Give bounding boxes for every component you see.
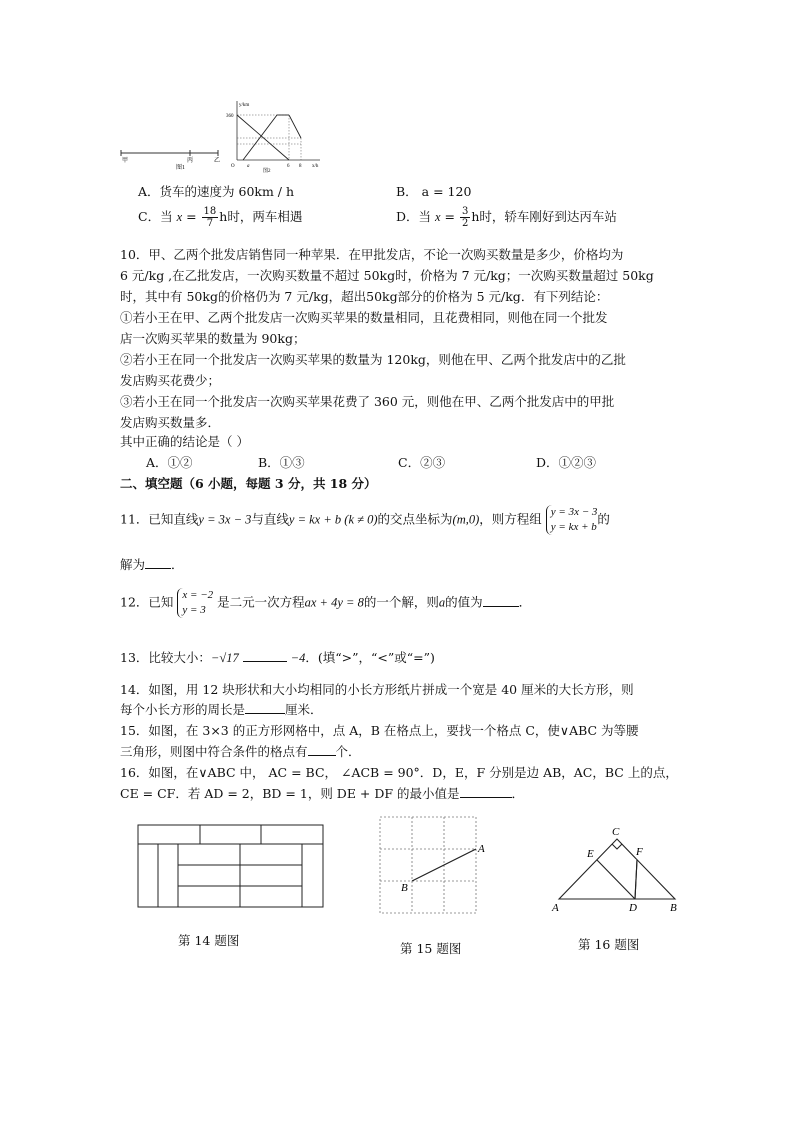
fig16-label-e: E (587, 848, 594, 860)
q11-system-eq1: y = 3x − 3 (550, 506, 598, 518)
q10-line-2: 6 元/kg ,在乙批发店，一次购买数量不超过 50kg时，价格为 7 元/kg；一次购买数量超过 50kg (120, 268, 654, 283)
q13-answer-blank[interactable] (243, 649, 287, 662)
q11-system-eq2: y = kx + b (550, 521, 597, 533)
q10-line-3: 时，其中有 50kg的价格仍为 7 元/kg，超出50kg部分的价格为 5 元/kg．有下列结论： (120, 289, 609, 304)
q11-pre: 11．已知直线 (120, 511, 199, 527)
fig1-caption: 图1 (176, 165, 186, 170)
q9-option-b: B． a = 120 (396, 184, 472, 199)
q10-line-8: ③若小王在同一个批发店一次购买苹果花费了 360 元，则他在甲、乙两个批发店中的甲批 (120, 394, 615, 409)
q12-system-eq1: x = −2 (182, 589, 214, 601)
q12-post: 的值为 (445, 594, 483, 610)
q16-answer-blank[interactable] (460, 785, 512, 798)
q11-mid3: ，则方程组 (479, 511, 542, 527)
q10-line-7: 发店购买花费少； (120, 373, 221, 388)
q12-mid: 是二元一次方程 (217, 594, 305, 610)
q12-var: a (438, 595, 446, 610)
fig16-label-b: B (670, 902, 677, 914)
q11-line-2: 解为 ． (120, 557, 184, 572)
fig2-xtick-a: a (247, 164, 250, 169)
fig2-xlabel: x/h (312, 164, 319, 169)
fig16-label-c: C (612, 826, 620, 838)
figure-14-caption: 第 14 题图 (178, 933, 240, 948)
q12-line: 12．已知 x = −2 y = 3 是二元一次方程ax + 4y = 8的一个解，则a的值为 ． (120, 589, 532, 616)
q9-option-c-denominator: 7 (206, 218, 214, 229)
fig1-label-yi: 乙 (214, 158, 221, 164)
q12-answer-blank[interactable] (483, 594, 519, 607)
q9-option-d-fraction (460, 206, 470, 229)
q9-option-d-pre: D．当 (396, 209, 432, 224)
q11-line-1 (120, 505, 610, 535)
q9-figure-2 (225, 98, 325, 173)
q11-line2-expr: y = kx + b (k ≠ 0) (288, 512, 378, 527)
section-2-title: 二、填空题（6 小题，每题 3 分，共 18 分） (120, 476, 377, 491)
figure-16-caption: 第 16 题图 (578, 937, 640, 952)
q9-option-d: D．当 x = $\frac{3}{2}$ h时，轿车刚好到达丙车站 (396, 206, 617, 229)
q10-line-6: ②若小王在同一个批发店一次购买苹果的数量为 120kg，则他在甲、乙两个批发店中的乙批 (120, 352, 626, 367)
q10-line-5: 店一次购买苹果的数量为 90kg； (120, 331, 306, 346)
q11-mid1: 与直线 (251, 511, 289, 527)
q9-option-a: A．货车的速度为 60km / h (138, 184, 295, 199)
fig2-caption: 图2 (263, 169, 271, 173)
q16-line-2 (120, 784, 524, 802)
fig1-label-jia: 甲 (122, 158, 129, 164)
q9-option-c-fraction (202, 206, 219, 229)
q15-line2-pre: 三角形，则图中符合条件的格点有 (120, 744, 308, 759)
q11-mid2: 的交点坐标为 (377, 511, 453, 527)
q9-option-c-pre: C．当 (138, 209, 173, 224)
q14-line-2 (120, 700, 323, 718)
fig1-label-bing: 丙 (187, 158, 194, 164)
fig2-ytick: 360 (226, 114, 234, 119)
q13-left: −√17 (210, 651, 239, 665)
q15-line2-post: 个． (335, 744, 361, 759)
fig16-label-a: A (552, 902, 559, 914)
q9-figure-1 (118, 140, 223, 170)
q10-line-9: 发店购买数量多． (120, 415, 221, 430)
q15-answer-blank[interactable] (308, 743, 336, 756)
fig2-ylabel: y/km (239, 103, 250, 108)
q12-equation-system (177, 588, 213, 618)
q12-pre: 12．已知 (120, 594, 174, 610)
q9-option-d-var: x (435, 210, 441, 224)
fig2-origin: O (231, 164, 235, 169)
fig2-xtick-6: 6 (287, 164, 290, 169)
q10-option-b: B．①③ (258, 455, 305, 470)
q13-line (120, 648, 435, 666)
q11-answer-blank[interactable] (145, 556, 171, 569)
q10-option-c: C．②③ (398, 455, 446, 470)
q11-equation-system (546, 505, 598, 535)
fig15-label-b: B (401, 882, 408, 894)
q14-line2-post: 厘米． (285, 702, 323, 717)
q9-option-c: C．当 x = $\frac{18}{7}$ h时，两车相遇 (138, 206, 303, 229)
q11-post: 的 (597, 511, 610, 527)
q12-equation: ax + 4y = 8 (304, 595, 364, 610)
figure-15-grid (378, 815, 490, 917)
q11-line1-expr: y = 3x − 3 (198, 512, 252, 527)
q13-right: −4 (290, 651, 306, 665)
q10-option-d: D．①②③ (536, 455, 597, 470)
q10-line-10: 其中正确的结论是（ ） (120, 434, 249, 449)
q10-option-a: A．①② (146, 455, 193, 470)
q9-option-d-numerator: 3 (462, 206, 469, 217)
q14-line2-pre: 每个小长方形的周长是 (120, 702, 246, 717)
q9-option-c-numerator: 18 (203, 206, 217, 217)
q9-option-d-post: h时，轿车刚好到达丙车站 (471, 209, 617, 224)
q16-line2-post: ． (511, 786, 525, 801)
q15-line-1: 15．如图，在 3×3 的正方形网格中，点 A，B 在格点上，要找一个格点 C，使∨ABC 为等腰 (120, 723, 639, 738)
q9-option-c-var: x (176, 210, 183, 224)
q11-point: (m,0) (452, 512, 480, 527)
figure-14-rectangle-tiling (137, 822, 325, 908)
q11-line-b: 解为 (120, 557, 146, 572)
figure-15-caption: 第 15 题图 (400, 941, 462, 956)
q13-pre: 13．比较大小： (120, 650, 211, 665)
q15-line-2 (120, 742, 361, 760)
q12-mid2: 的一个解，则 (363, 594, 439, 610)
fig2-xtick-8: 8 (299, 164, 302, 169)
q12-system-eq2: y = 3 (182, 604, 206, 616)
q9-option-c-post: h时，两车相遇 (219, 209, 303, 224)
q16-line-1: 16．如图，在∨ABC 中， AC = BC， ∠ACB = 90°．D，E，F 分别是边 AB，AC，BC 上的点， (120, 765, 678, 780)
q10-line-1: 10．甲、乙两个批发店销售同一种苹果．在甲批发店，不论一次购买数量是多少，价格均为 (120, 247, 624, 262)
q14-line-1: 14．如图，用 12 块形状和大小均相同的小长方形纸片拼成一个宽是 40 厘米的大长方形，则 (120, 682, 634, 697)
q13-post: ．(填“>”，“<”或“=”) (305, 650, 435, 665)
figure-16-triangle (545, 820, 685, 914)
q10-line-4: ①若小王在甲、乙两个批发店一次购买苹果的数量相同，且花费相同，则他在同一个批发 (120, 310, 608, 325)
fig15-label-a: A (478, 843, 485, 855)
q14-answer-blank[interactable] (245, 701, 285, 714)
fig16-label-f: F (636, 846, 643, 858)
q16-line2-pre: CE = CF．若 AD = 2，BD = 1，则 DE + DF 的最小值是 (120, 786, 460, 801)
fig16-label-d: D (629, 902, 637, 914)
q9-option-d-denominator: 2 (462, 218, 469, 229)
